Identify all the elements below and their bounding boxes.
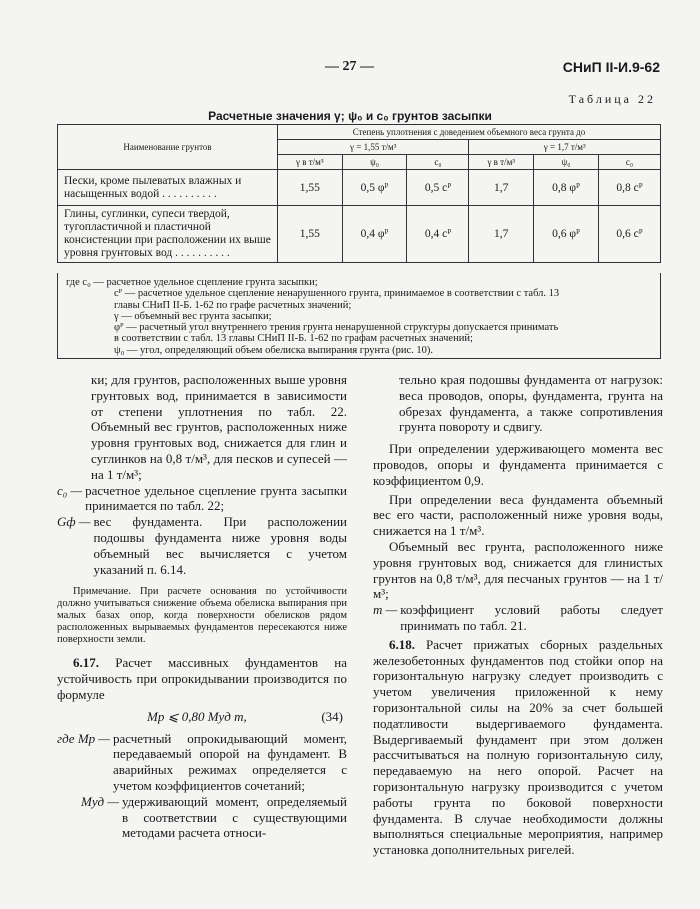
right-column [373, 372, 663, 858]
note-line: φᴾ — расчетный угол внутреннего трения грунта ненарушенной структуры допускается принимать [114, 322, 559, 334]
note-line: ψ₀ — угол, определяющий объем обелиска выпирания грунта (рис. 10). [114, 344, 433, 356]
page-number: — 27 — [325, 59, 374, 74]
symbol: Gф — [57, 514, 91, 530]
section-number: 6.18. [389, 636, 415, 652]
sub-header-c1: c₀ [407, 155, 469, 170]
formula-number: (34) [321, 708, 343, 724]
row-name: Глины, суглинки, супеси твердой, тугопластичной и пластичной консистенции при расположении их выше уровня грунтовых вод . . . . . . . . . . [58, 206, 278, 263]
section-number: 6.17. [73, 655, 99, 671]
definition-text: вес фундамента. При расположении подошвы фундамента ниже уровня воды объемный вес вычисляется с учетом указаний п. 6.14. [93, 514, 347, 577]
formula [57, 709, 347, 725]
definition-text: расчетное удельное сцепление грунта засыпки принимается по табл. 22; [85, 482, 347, 514]
definition-text: коэффициент условий работы следует принимать по табл. 21. [400, 602, 663, 633]
symbol: Mуд — [81, 793, 119, 809]
definition-gf [57, 514, 347, 577]
table-notes [57, 273, 661, 359]
cell-c1: 0,5 cᴾ [407, 170, 469, 206]
paragraph: Объемный вес грунта, расположенного ниже уровня грунтовых вод, снижается для глинистых грунтов на 0,8 т/м³, для песчаных грунтов — на 1 т/м³; [373, 538, 663, 602]
section-6-17 [57, 655, 347, 702]
paragraph: тельно края подошвы фундамента от нагрузок: веса проводов, опоры, фундамента, грунта на обрезах фундамента, а также сопротивления грунта повороту и сдвигу. [399, 372, 663, 435]
note-line: в соответствии с табл. 13 главы СНиП II-Б. 1-62 по графам расчетных значений; [114, 333, 473, 345]
cell-gamma2: 1,7 [469, 206, 534, 263]
symbol: c₀ — [57, 482, 83, 498]
formula-expression: Mр ⩽ 0,80 Mуд m, [147, 708, 247, 724]
definition-mud [57, 794, 347, 841]
paragraph: ки; для грунтов, расположенных выше уровня грунтовых вод, принимается в зависимости от степени уплотнения по табл. 22. Объемный вес грунтов, расположенных ниже уровня грунтовых вод, снижается для глин и суглинков на 0,8 т/м³, для песков и супесей — на 1 т/м³; [91, 372, 347, 482]
table-row [58, 206, 661, 263]
note-line: где c₀ — расчетное удельное сцепление грунта засыпки; [66, 277, 318, 288]
sub-header-psi2: ψ₀ [534, 155, 599, 170]
soil-table [57, 124, 661, 263]
cell-c1: 0,4 cᴾ [407, 206, 469, 263]
section-6-18 [373, 637, 663, 858]
paragraph: Расчет массивных фундаментов на устойчивость при опрокидывании производится по формуле [57, 655, 347, 702]
sub-header-c2: c₀ [598, 155, 660, 170]
paragraph: При определении веса фундамента объемный вес его части, расположенный ниже уровня воды, снижается на 1 т/м³. [373, 491, 663, 539]
cell-gamma2: 1,7 [469, 170, 534, 206]
definition-c0 [57, 483, 347, 515]
table-title: Расчетные значения γ; ψ₀ и c₀ грунтов засыпки [208, 109, 492, 123]
symbol: m — [373, 602, 398, 618]
note-line: главы СНиП II-Б. 1-62 по графе расчетных значений; [114, 299, 352, 311]
paragraph: Расчет прижатых сборных раздельных железобетонных фундаментов под стойки опор на горизонтальную нагрузку следует производить с учетом увеличения приложенной к нему горизонтальной силы на 20% за счет большей податливости выдергиваемого фундамента. Выдергиваемый фундамент при этом должен рассчитываться на полную горизонтальную силу, передаваемую на него опорой. Расчет на горизонтальную нагрузку производится с учетом работы грунта по боковой поверхности фундамента. В случае необходимости должны выполняться специальные мероприятия, например установка дополнительных ригелей. [373, 636, 664, 858]
note-line: γ — объемный вес грунта засыпки; [114, 310, 272, 322]
cell-psi1: 0,5 φᴾ [342, 170, 407, 206]
col-header-group2: γ = 1,7 т/м³ [469, 140, 661, 155]
sub-header-psi1: ψ₀ [342, 155, 407, 170]
page-header [0, 59, 700, 79]
cell-gamma1: 1,55 [278, 206, 343, 263]
cell-psi2: 0,6 φᴾ [534, 206, 599, 263]
row-name: Пески, кроме пылеватых влажных и насыщенных водой . . . . . . . . . . [58, 170, 278, 206]
document-code: СНиП II-И.9-62 [562, 59, 660, 75]
symbol: где Mр — [57, 730, 110, 746]
table-row [58, 170, 661, 206]
sub-header-gamma2: γ в т/м³ [469, 155, 534, 170]
definition-text: удерживающий момент, определяемый в соответствии с существующими методами расчета относи- [121, 793, 347, 841]
col-header-group1: γ = 1,55 т/м³ [278, 140, 469, 155]
col-header-soil: Наименование грунтов [58, 125, 278, 170]
left-column [57, 372, 347, 841]
cell-gamma1: 1,55 [278, 170, 343, 206]
definition-m [373, 602, 663, 634]
note: Примечание. При расчете основания по устойчивости должно учитываться снижение объема обелиска выпирания при малых базах опор, когда поверхности обелисков рядом расположенных вырываемых фундаментов пересекаются ниже поверхности земли. [57, 586, 347, 646]
col-header-group: Степень уплотнения с доведением объемного веса грунта до [278, 125, 661, 140]
paragraph: При определении удерживающего момента вес проводов, опоры и фундамента принимается с коэффициентом 0,9. [373, 441, 663, 488]
table-label: Таблица 22 [568, 92, 656, 106]
definition-text: расчетный опрокидывающий момент, передаваемый опорой на фундамент. В аварийных режимах определяется с учетом коэффициентов сочетаний; [112, 730, 347, 793]
cell-psi1: 0,4 φᴾ [342, 206, 407, 263]
cell-psi2: 0,8 φᴾ [534, 170, 599, 206]
sub-header-gamma1: γ в т/м³ [278, 155, 343, 170]
cell-c2: 0,8 cᴾ [598, 170, 660, 206]
cell-c2: 0,6 cᴾ [598, 206, 660, 263]
definition-mr [57, 731, 347, 794]
note-line: cᴾ — расчетное удельное сцепление ненарушенного грунта, принимаемое в соответствии с табл. 13 [114, 288, 560, 300]
